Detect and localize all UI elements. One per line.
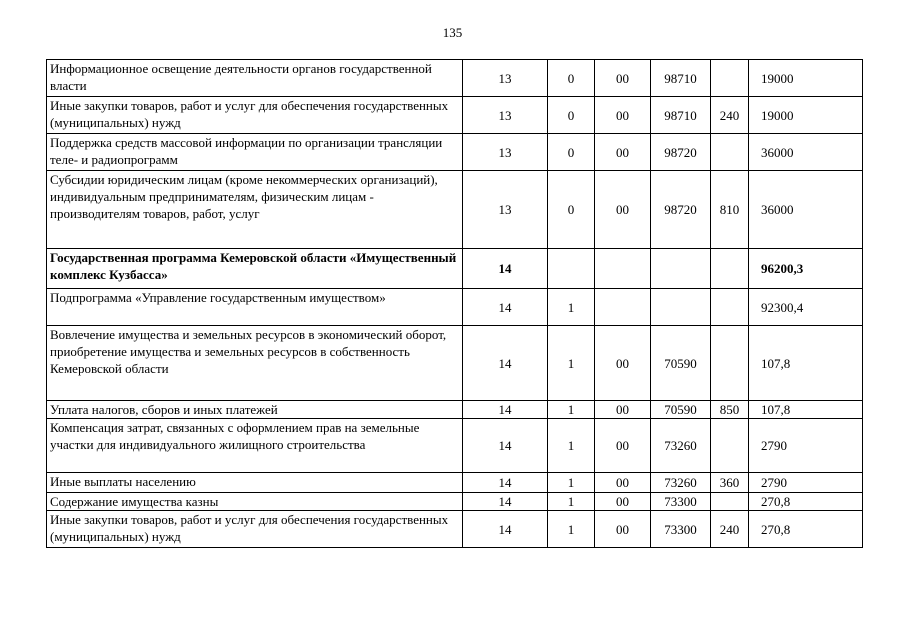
code-5-cell (711, 326, 749, 401)
code-3-cell: 00 (595, 511, 651, 548)
code-2-cell: 1 (548, 473, 595, 493)
amount-cell: 92300,4 (749, 289, 863, 326)
code-1-cell: 13 (463, 171, 548, 249)
code-5-cell: 810 (711, 171, 749, 249)
code-4-cell: 73300 (651, 511, 711, 548)
code-4-cell: 98720 (651, 134, 711, 171)
table-row (47, 60, 863, 97)
code-1-cell: 14 (463, 493, 548, 511)
code-2-cell: 0 (548, 60, 595, 97)
code-3-cell: 00 (595, 171, 651, 249)
code-3-cell: 00 (595, 97, 651, 134)
row-name-cell: Поддержка средств массовой информации по организации трансляции теле- и радиопрограмм (47, 134, 463, 171)
code-1-cell: 13 (463, 60, 548, 97)
code-1-cell: 14 (463, 289, 548, 326)
table-row (47, 249, 863, 289)
code-3-cell: 00 (595, 326, 651, 401)
code-5-cell (711, 249, 749, 289)
page-number: 135 (442, 25, 463, 40)
code-2-cell: 1 (548, 326, 595, 401)
code-1-cell: 14 (463, 326, 548, 401)
code-3-cell: 00 (595, 493, 651, 511)
code-2-cell: 1 (548, 289, 595, 326)
code-2-cell: 1 (548, 401, 595, 419)
code-3-cell (595, 289, 651, 326)
code-4-cell (651, 289, 711, 326)
amount-cell: 270,8 (749, 511, 863, 548)
code-2-cell: 1 (548, 511, 595, 548)
code-1-cell: 14 (463, 473, 548, 493)
code-4-cell: 70590 (651, 401, 711, 419)
code-3-cell: 00 (595, 401, 651, 419)
code-4-cell: 73300 (651, 493, 711, 511)
amount-cell: 19000 (749, 97, 863, 134)
code-5-cell (711, 289, 749, 326)
table-row (47, 511, 863, 548)
row-name-cell: Иные закупки товаров, работ и услуг для обеспечения государственных (муниципальных) нужд (47, 511, 463, 548)
code-3-cell: 00 (595, 473, 651, 493)
code-5-cell: 850 (711, 401, 749, 419)
code-3-cell: 00 (595, 60, 651, 97)
code-3-cell: 00 (595, 419, 651, 473)
row-name-cell: Содержание имущества казны (47, 493, 463, 511)
code-4-cell: 70590 (651, 326, 711, 401)
code-1-cell: 13 (463, 97, 548, 134)
code-1-cell: 13 (463, 134, 548, 171)
table-row (47, 97, 863, 134)
code-2-cell: 1 (548, 493, 595, 511)
table-row (47, 493, 863, 511)
row-name-cell: Компенсация затрат, связанных с оформлением прав на земельные участки для индивидуального жилищного строительства (47, 419, 463, 473)
code-5-cell: 360 (711, 473, 749, 493)
table-row (47, 419, 863, 473)
code-2-cell: 0 (548, 134, 595, 171)
amount-cell: 270,8 (749, 493, 863, 511)
amount-cell: 36000 (749, 171, 863, 249)
amount-cell: 36000 (749, 134, 863, 171)
code-5-cell (711, 493, 749, 511)
code-4-cell: 98710 (651, 60, 711, 97)
table-row (47, 171, 863, 249)
code-4-cell: 98720 (651, 171, 711, 249)
amount-cell: 19000 (749, 60, 863, 97)
code-1-cell: 14 (463, 401, 548, 419)
table-row (47, 473, 863, 493)
row-name-cell: Вовлечение имущества и земельных ресурсов в экономический оборот, приобретение имущества и земельных ресурсов в собственность Кемеровской области (47, 326, 463, 401)
code-5-cell (711, 60, 749, 97)
row-name-cell: Уплата налогов, сборов и иных платежей (47, 401, 463, 419)
table-row (47, 401, 863, 419)
row-name-cell: Информационное освещение деятельности органов государственной власти (47, 60, 463, 97)
row-name-cell: Иные закупки товаров, работ и услуг для обеспечения государственных (муниципальных) нужд (47, 97, 463, 134)
code-1-cell: 14 (463, 249, 548, 289)
code-5-cell: 240 (711, 97, 749, 134)
code-3-cell (595, 249, 651, 289)
code-4-cell (651, 249, 711, 289)
row-name-cell: Подпрограмма «Управление государственным имуществом» (47, 289, 463, 326)
row-name-cell: Субсидии юридическим лицам (кроме некоммерческих организаций), индивидуальным предпринимателям, физическим лицам - производителям товаров, работ, услуг (47, 171, 463, 249)
code-2-cell: 1 (548, 419, 595, 473)
code-4-cell: 98710 (651, 97, 711, 134)
code-4-cell: 73260 (651, 473, 711, 493)
code-4-cell: 73260 (651, 419, 711, 473)
code-2-cell: 0 (548, 171, 595, 249)
code-1-cell: 14 (463, 511, 548, 548)
code-2-cell: 0 (548, 97, 595, 134)
table-row (47, 326, 863, 401)
amount-cell: 2790 (749, 419, 863, 473)
table-row (47, 134, 863, 171)
amount-cell: 2790 (749, 473, 863, 493)
amount-cell: 96200,3 (749, 249, 863, 289)
code-5-cell (711, 134, 749, 171)
row-name-cell: Иные выплаты населению (47, 473, 463, 493)
amount-cell: 107,8 (749, 401, 863, 419)
code-3-cell: 00 (595, 134, 651, 171)
code-5-cell (711, 419, 749, 473)
amount-cell: 107,8 (749, 326, 863, 401)
budget-table (46, 59, 863, 548)
code-2-cell (548, 249, 595, 289)
code-1-cell: 14 (463, 419, 548, 473)
table-row (47, 289, 863, 326)
row-name-cell: Государственная программа Кемеровской области «Имущественный комплекс Кузбасса» (47, 249, 463, 289)
code-5-cell: 240 (711, 511, 749, 548)
